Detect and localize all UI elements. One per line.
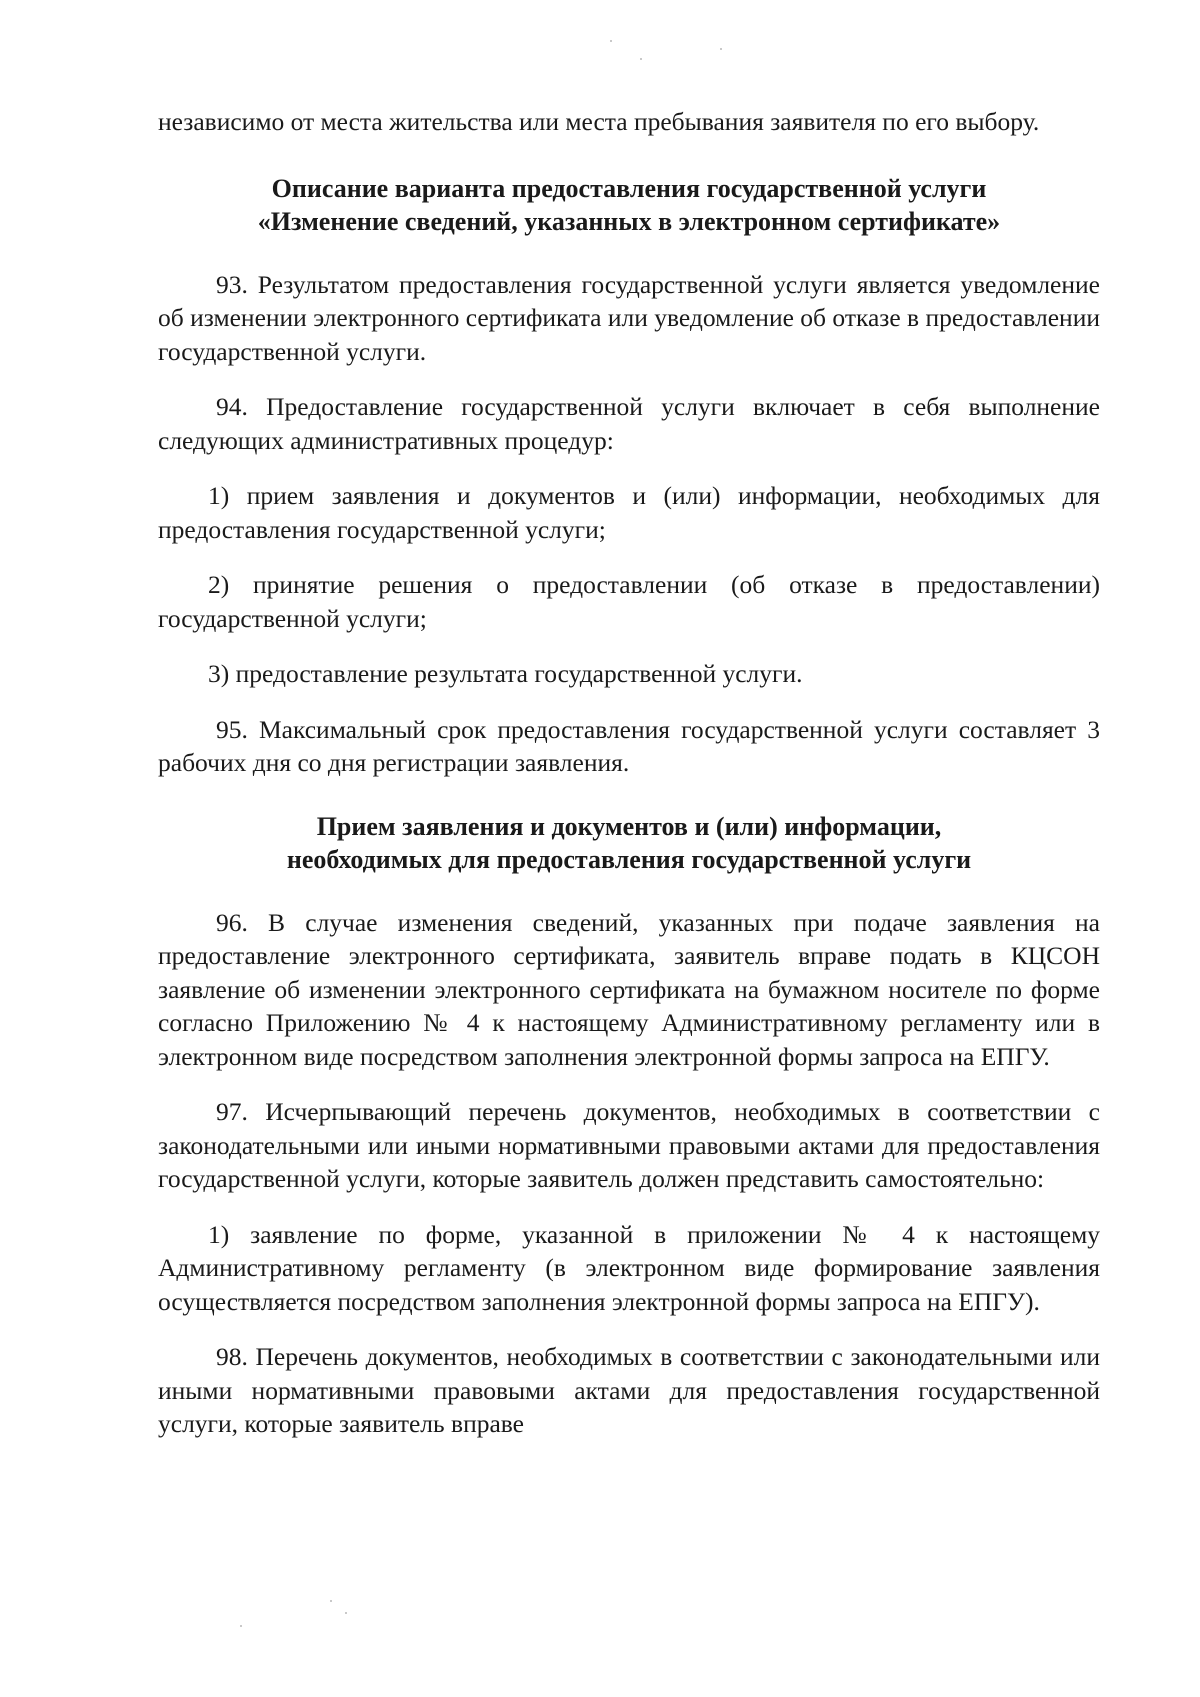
paragraph-94-item-2: 2) принятие решения о предоставлении (об отказе в предоставлении) государственной услуги; <box>158 570 1100 633</box>
paragraph-98: 98. Перечень документов, необходимых в соответствии с законодательными или иными нормативными правовыми актами для предоставления государственной услуги, которые заявитель вправе <box>158 1342 1100 1438</box>
section-heading-variant <box>158 172 1100 238</box>
continuation-paragraph: независимо от места жительства или места пребывания заявителя по его выбору. <box>158 107 1040 136</box>
paragraph-94-item-1: 1) прием заявления и документов и (или) информации, необходимых для предоставления государственной услуги; <box>158 481 1100 544</box>
scan-speck <box>640 58 642 60</box>
scan-speck <box>330 1600 332 1602</box>
scan-speck <box>610 40 612 42</box>
section-heading-variant-line2: «Изменение сведений, указанных в электронном сертификате» <box>257 206 1001 236</box>
section-heading-reception <box>158 810 1100 876</box>
scan-speck <box>345 1612 347 1614</box>
document-page <box>158 105 1100 1441</box>
paragraph-93: 93. Результатом предоставления государственной услуги является уведомление об изменении электронного сертификата или уведомление об отказе в предоставлении государственной услуги. <box>158 269 1100 366</box>
paragraph-94-item-3: 3) предоставление результата государственной услуги. <box>208 659 803 688</box>
paragraph-97: 97. Исчерпывающий перечень документов, необходимых в соответствии с законодательными или иными нормативными правовыми актами для предоставления государственной услуги, которые заявитель должен представить самостоятельно: <box>158 1097 1100 1193</box>
scan-speck <box>240 1625 242 1627</box>
paragraph-95: 95. Максимальный срок предоставления государственной услуги составляет 3 рабочих дня со дня регистрации заявления. <box>158 714 1100 777</box>
paragraph-94: 94. Предоставление государственной услуги включает в себя выполнение следующих административных процедур: <box>158 392 1100 455</box>
paragraph-97-item-1: 1) заявление по форме, указанной в приложении № 4 к настоящему Административному регламенту (в электронном виде формирование заявления осуществляется посредством заполнения электронной формы запроса на ЕПГУ). <box>158 1219 1100 1316</box>
scan-speck <box>720 48 722 50</box>
section-heading-variant-line1: Описание варианта предоставления государственной услуги <box>271 173 987 203</box>
section-heading-reception-line1: Прием заявления и документов и (или) информации, <box>316 811 942 841</box>
section-heading-reception-line2: необходимых для предоставления государственной услуги <box>286 844 972 874</box>
paragraph-96: 96. В случае изменения сведений, указанных при подаче заявления на предоставление электронного сертификата, заявитель вправе подать в КЦСОН заявление об изменении электронного сертификата на бумажном носителе по форме согласно Приложению № 4 к настоящему Административному регламенту или в электронном виде посредством заполнения электронной формы запроса на ЕПГУ. <box>158 907 1100 1071</box>
